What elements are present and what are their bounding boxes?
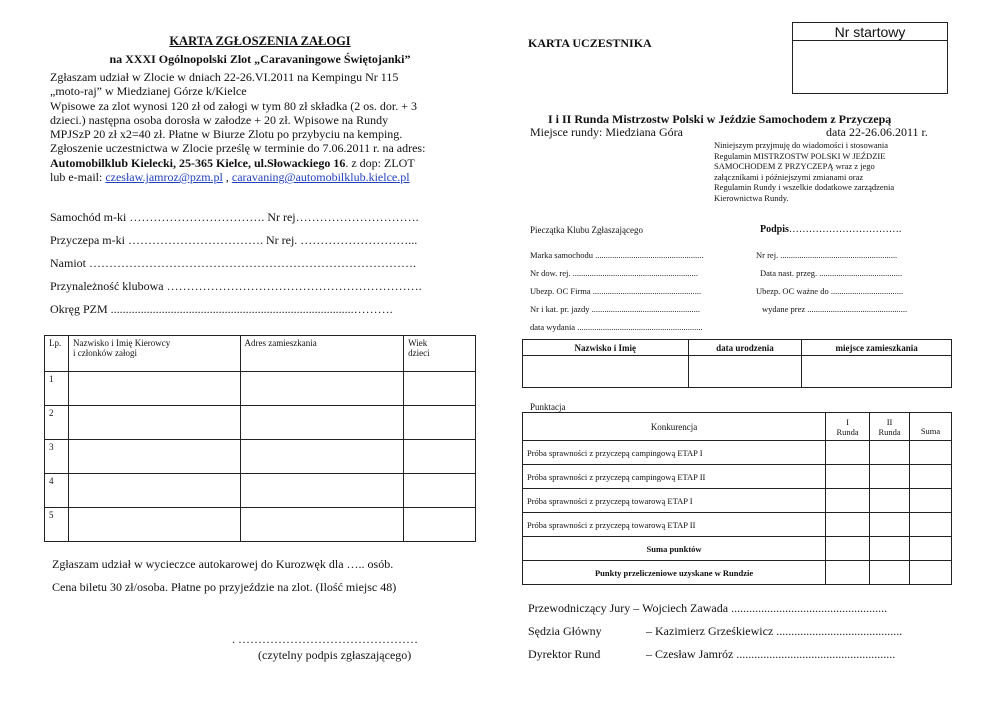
name-cell[interactable] — [68, 508, 240, 542]
table-row — [523, 537, 952, 561]
col-address: Adres zamieszkania — [240, 336, 404, 372]
regulations-line: Regulamin MISTRZOSTW POLSKI W JEŹDZIE — [714, 150, 886, 161]
signature-caption: (czytelny podpis zgłaszającego) — [258, 648, 412, 662]
row-number: 4 — [45, 474, 69, 508]
pzm-district-field-line[interactable]: Okręg PZM .................................................................................………. — [50, 302, 393, 316]
score-cell[interactable] — [910, 489, 952, 513]
signature-field[interactable] — [760, 224, 901, 235]
email-link-caravaning[interactable]: caravaning@automobilklub.kielce.pl — [231, 170, 410, 185]
car-field-line[interactable]: Samochód m-ki ……………………………. Nr rej…………………………. — [50, 210, 419, 224]
table-row — [523, 561, 952, 585]
age-cell[interactable] — [404, 440, 476, 474]
round-title: I i II Runda Mistrzostw Polski w Jeździe Samochodem z Przyczepą — [548, 112, 892, 126]
club-address: Automobilklub Kielecki, 25-365 Kielce, ul.Słowackiego 16 — [50, 155, 346, 170]
total-points-label: Suma punktów — [523, 537, 826, 561]
scoring-label: Punktacja — [530, 402, 566, 412]
score-cell[interactable] — [910, 561, 952, 585]
table-row — [45, 474, 476, 508]
chief-judge-label: Sędzia Główny — [528, 624, 602, 638]
score-cell[interactable] — [910, 465, 952, 489]
round-venue: Miejsce rundy: Miedziana Góra — [530, 125, 683, 139]
driving-license-field[interactable]: Nr i kat. pr. jazdy ................................................... — [530, 304, 700, 314]
age-cell[interactable] — [404, 474, 476, 508]
score-cell[interactable] — [910, 537, 952, 561]
col-competition: Konkurencja — [523, 413, 826, 441]
table-row — [45, 440, 476, 474]
age-cell[interactable] — [404, 406, 476, 440]
col-round-2-label: Runda — [878, 426, 901, 437]
score-cell[interactable] — [870, 537, 910, 561]
car-make-field[interactable]: Marka samochodu ................................................... — [530, 250, 704, 260]
rider-table — [522, 339, 952, 388]
scoring-table-header — [523, 413, 952, 441]
competition-name: Próba sprawności z przyczepą towarową ETAP I — [523, 489, 826, 513]
score-cell[interactable] — [826, 561, 870, 585]
info-line: „moto-raj” w Miedzianej Górze k/Kielce — [50, 84, 247, 99]
table-row — [523, 441, 952, 465]
col-lp: Lp. — [45, 336, 69, 372]
col-rider-address: miejsce zamieszkania — [802, 340, 952, 356]
entry-info-paragraph — [50, 70, 470, 184]
age-cell[interactable] — [404, 508, 476, 542]
round-director-label: Dyrektor Rund — [528, 647, 601, 661]
info-line: Zgłoszenie uczestnictwa w Zlocie prześlę w terminie do 7.06.2011 r. na adres: — [50, 141, 426, 156]
signature-line[interactable]: . ……………………………………… — [232, 632, 418, 646]
info-line: Zgłaszam udział w Zlocie w dniach 22-26.VI.2011 na Kempingu Nr 115 — [50, 70, 399, 84]
age-cell[interactable] — [404, 372, 476, 406]
name-cell[interactable] — [68, 440, 240, 474]
round-date: data 22-26.06.2011 r. — [826, 125, 928, 139]
address-cell[interactable] — [240, 508, 404, 542]
col-round-1-num: I — [846, 416, 850, 427]
start-number-label: Nr startowy — [793, 23, 947, 41]
score-cell[interactable] — [870, 513, 910, 537]
registration-number-field[interactable]: Nr rej. ....................................................... — [756, 250, 898, 260]
info-line: MPJSzP 20 zł x2=40 zł. Płatne w Biurze Zlotu po przybyciu na kemping. — [50, 127, 403, 142]
license-issuer-field[interactable]: wydane prez ............................................... — [762, 304, 908, 314]
col-age-line: dzieci — [408, 348, 430, 358]
crew-table — [44, 335, 476, 542]
col-name — [68, 336, 240, 372]
score-cell[interactable] — [826, 465, 870, 489]
info-line: dzieci.) następna osoba dorosła w załodze + 20 zł. Wpisowe na Rundy — [50, 112, 389, 127]
table-row — [45, 406, 476, 440]
table-row — [523, 356, 952, 388]
address-cell[interactable] — [240, 372, 404, 406]
email-link-jamroz[interactable]: czesław.jamroz@pzm.pl — [105, 170, 223, 185]
row-number: 5 — [45, 508, 69, 542]
score-cell[interactable] — [826, 441, 870, 465]
col-round-2-num: II — [886, 416, 893, 427]
regulations-line: Regulamin Rundy i wszelkie dodatkowe zarządzenia — [714, 182, 895, 193]
entry-form-subtitle: na XXXI Ogólnopolski Zlot „Caravaningowe Świętojanki” — [109, 52, 411, 66]
scoring-table — [522, 412, 952, 585]
crew-table-header — [45, 336, 476, 372]
regulations-line: załącznikami i późniejszymi zmianami oraz — [714, 171, 864, 182]
table-row — [523, 489, 952, 513]
regulations-line: Kierownictwa Rundy. — [714, 192, 789, 203]
score-cell[interactable] — [870, 465, 910, 489]
oc-valid-until-field[interactable]: Ubezp. OC ważne do .................................. — [756, 286, 904, 296]
col-name-line: Nazwisko i Imię Kierowcy — [72, 338, 171, 348]
info-line: Wpisowe za zlot wynosi 120 zł od załogi w tym 80 zł składka (2 os. dor. + 3 — [50, 98, 418, 113]
name-cell[interactable] — [68, 372, 240, 406]
table-row — [523, 465, 952, 489]
entry-form-title: KARTA ZGŁOSZENIA ZAŁOGI — [169, 34, 351, 48]
signature-dots: ……………………………. — [788, 224, 902, 235]
registration-document-field[interactable]: Nr dow. rej. ........................................................... — [530, 268, 699, 278]
address-cell[interactable] — [240, 406, 404, 440]
converted-points-label: Punkty przeliczeniowe uzyskane w Rundzie — [523, 561, 826, 585]
ticket-price-line: Cena biletu 30 zł/osoba. Płatne po przyjeździe na zlot. (Ilość miejsc 48) — [52, 580, 397, 594]
name-cell[interactable] — [68, 474, 240, 508]
col-name-line: i członków załogi — [72, 348, 137, 358]
score-cell[interactable] — [870, 489, 910, 513]
regulations-line: SAMOCHODEM Z PRZYCZEPĄ wraz z jego — [714, 161, 875, 172]
col-age — [404, 336, 476, 372]
participant-card-title: KARTA UCZESTNIKA — [528, 36, 652, 50]
signature-label: Podpis — [760, 224, 789, 235]
info-line-address — [50, 156, 470, 170]
name-cell[interactable] — [68, 406, 240, 440]
rider-address-cell[interactable] — [802, 356, 952, 388]
address-suffix: . z dop: ZLOT — [345, 155, 415, 170]
row-number: 2 — [45, 406, 69, 440]
table-row — [45, 372, 476, 406]
score-cell[interactable] — [870, 561, 910, 585]
col-rider-name: Nazwisko i Imię — [523, 340, 689, 356]
club-stamp-label: Pieczątka Klubu Zgłaszającego — [530, 225, 643, 235]
email-separator: , — [222, 170, 232, 185]
rider-table-header — [523, 340, 952, 356]
regulations-statement — [714, 140, 894, 204]
info-line-email — [50, 170, 470, 184]
address-cell[interactable] — [240, 440, 404, 474]
address-cell[interactable] — [240, 474, 404, 508]
club-membership-field-line[interactable]: Przynależność klubowa ………………………………………………………. — [50, 279, 422, 293]
col-round-1 — [826, 413, 870, 441]
score-cell[interactable] — [870, 441, 910, 465]
row-number: 1 — [45, 372, 69, 406]
tent-field-line[interactable]: Namiot ………………………………………………………………………. — [50, 256, 416, 270]
score-cell[interactable] — [910, 441, 952, 465]
col-round-2 — [870, 413, 910, 441]
table-row — [45, 508, 476, 542]
score-cell[interactable] — [826, 537, 870, 561]
next-inspection-field[interactable]: Data nast. przeg. ....................................... — [760, 268, 903, 278]
score-cell[interactable] — [910, 513, 952, 537]
col-rider-dob: data urodzenia — [688, 340, 802, 356]
score-cell[interactable] — [826, 513, 870, 537]
trip-line: Zgłaszam udział w wycieczce autokarowej do Kurozwęk dla ….. osób. — [52, 557, 394, 571]
email-prefix: lub e-mail: — [50, 170, 106, 185]
score-cell[interactable] — [826, 489, 870, 513]
trailer-field-line[interactable]: Przyczepa m-ki ……………………………. Nr rej. ………………………... — [50, 233, 418, 247]
oc-insurer-field[interactable]: Ubezp. OC Firma ................................................... — [530, 286, 702, 296]
start-number-box[interactable] — [792, 22, 948, 94]
competition-name: Próba sprawności z przyczepą towarową ETAP II — [523, 513, 826, 537]
col-age-line: Wiek — [408, 338, 428, 348]
rider-dob-cell[interactable] — [688, 356, 802, 388]
regulations-line: Niniejszym przyjmuję do wiadomości i stosowania — [714, 140, 888, 150]
col-sum: Suma — [910, 413, 952, 441]
jury-chair-line: Przewodniczący Jury – Wojciech Zawada .................................................... — [528, 601, 888, 615]
competition-name: Próba sprawności z przyczepą campingową ETAP II — [523, 465, 826, 489]
row-number: 3 — [45, 440, 69, 474]
table-row — [523, 513, 952, 537]
chief-judge-value: – Kazimierz Grześkiewicz .......................................... — [646, 624, 903, 638]
col-round-1-label: Runda — [836, 426, 859, 437]
round-director-value: – Czesław Jamróz ..................................................... — [646, 647, 896, 661]
license-issue-date-field[interactable]: data wydania ........................................................... — [530, 322, 703, 332]
competition-name: Próba sprawności z przyczepą campingową ETAP I — [523, 441, 826, 465]
rider-name-cell[interactable] — [523, 356, 689, 388]
